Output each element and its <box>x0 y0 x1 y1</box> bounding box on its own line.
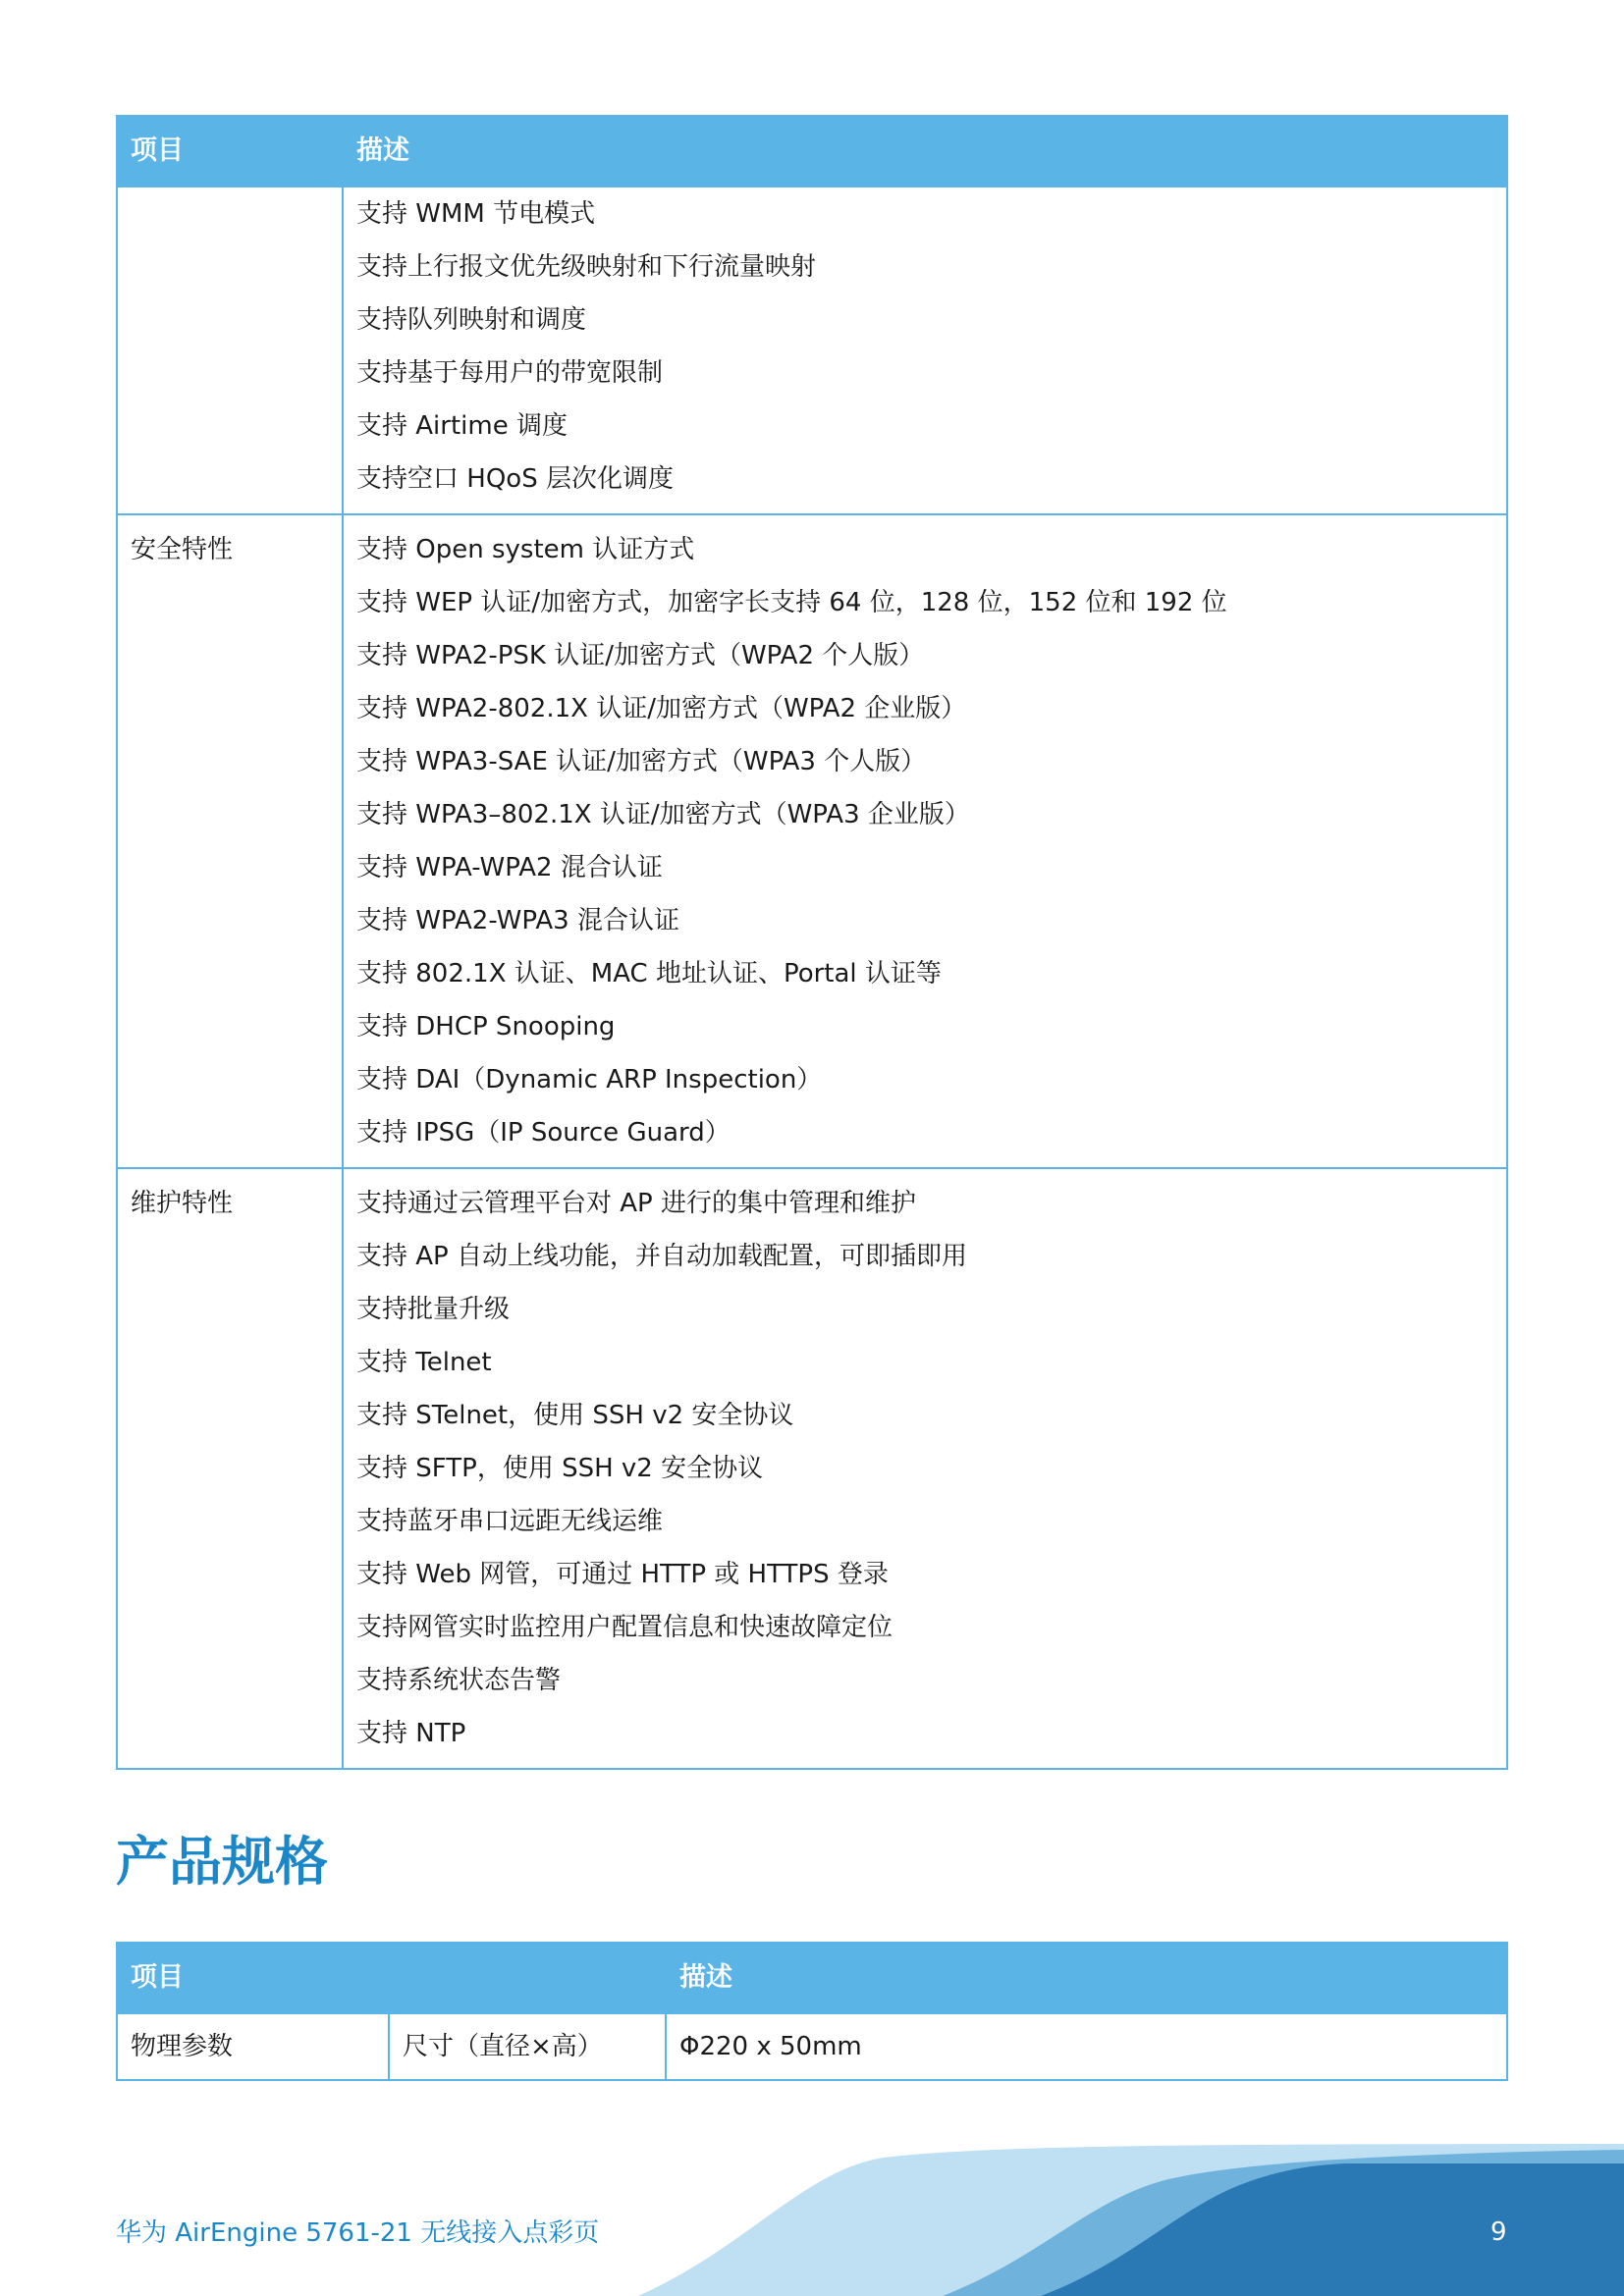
list-item: 支持基于每用户的带宽限制 <box>356 358 664 388</box>
table-header-row <box>117 1943 1507 2013</box>
list-item: 支持空口 HQoS 层次化调度 <box>356 464 674 494</box>
list-item: 支持网管实时监控用户配置信息和快速故障定位 <box>356 1613 893 1642</box>
row-category: 物理参数 <box>117 2013 389 2080</box>
list-item: 支持批量升级 <box>356 1295 511 1324</box>
list-item: 支持 AP 自动上线功能，并自动加载配置，可即插即用 <box>356 1242 967 1271</box>
row-parameter: 尺寸（直径×高） <box>389 2013 666 2080</box>
header-description: 描述 <box>666 1943 1507 2013</box>
list-item: 支持 Web 网管，可通过 HTTP 或 HTTPS 登录 <box>356 1560 889 1589</box>
list-item: 支持 WEP 认证/加密方式，加密字长支持 64 位，128 位，152 位和 192 位 <box>356 588 1227 617</box>
header-item: 项目 <box>117 1943 666 2013</box>
row-description <box>343 514 1507 1168</box>
header-item: 项目 <box>117 116 343 187</box>
page-number: 9 <box>1490 2217 1507 2247</box>
table-header-row <box>117 116 1507 187</box>
list-item: 支持 STelnet，使用 SSH v2 安全协议 <box>356 1401 794 1430</box>
list-item: 支持 WMM 节电模式 <box>356 199 596 229</box>
list-item: 支持通过云管理平台对 AP 进行的集中管理和维护 <box>356 1189 916 1218</box>
row-category: 安全特性 <box>117 514 343 1168</box>
list-item: 支持系统状态告警 <box>356 1666 562 1695</box>
header-description: 描述 <box>343 116 1507 187</box>
table-row <box>117 514 1507 1168</box>
section-title: 产品规格 <box>116 1831 328 1893</box>
list-item: 支持 WPA2-802.1X 认证/加密方式（WPA2 企业版） <box>356 694 967 723</box>
features-table <box>116 115 1508 1770</box>
list-item: 支持 WPA-WPA2 混合认证 <box>356 853 663 882</box>
list-item: 支持 802.1X 认证、MAC 地址认证、Portal 认证等 <box>356 959 942 988</box>
specs-table <box>116 1942 1508 2081</box>
row-description <box>343 187 1507 514</box>
list-item: 支持 WPA2-PSK 认证/加密方式（WPA2 个人版） <box>356 641 925 670</box>
list-item: 支持 WPA2-WPA3 混合认证 <box>356 906 679 935</box>
table-row <box>117 2013 1507 2080</box>
list-item: 支持 NTP <box>356 1719 466 1748</box>
list-item: 支持 Telnet <box>356 1348 492 1377</box>
list-item: 支持 Open system 认证方式 <box>356 535 695 564</box>
list-item: 支持 Airtime 调度 <box>356 411 568 441</box>
list-item: 支持 DHCP Snooping <box>356 1012 616 1041</box>
row-value: Φ220 x 50mm <box>666 2013 1507 2080</box>
list-item: 支持上行报文优先级映射和下行流量映射 <box>356 252 817 282</box>
list-item: 支持 WPA3–802.1X 认证/加密方式（WPA3 企业版） <box>356 800 970 829</box>
table-row <box>117 1168 1507 1769</box>
list-item: 支持 WPA3-SAE 认证/加密方式（WPA3 个人版） <box>356 747 927 776</box>
footer-document-title: 华为 AirEngine 5761-21 无线接入点彩页 <box>116 2218 600 2248</box>
table-row <box>117 187 1507 514</box>
row-category <box>117 187 343 514</box>
list-item: 支持队列映射和调度 <box>356 305 587 335</box>
row-description <box>343 1168 1507 1769</box>
list-item: 支持 SFTP，使用 SSH v2 安全协议 <box>356 1454 764 1483</box>
row-category: 维护特性 <box>117 1168 343 1769</box>
list-item: 支持 DAI（Dynamic ARP Inspection） <box>356 1065 823 1095</box>
list-item: 支持 IPSG（IP Source Guard） <box>356 1118 731 1148</box>
list-item: 支持蓝牙串口远距无线运维 <box>356 1507 664 1536</box>
